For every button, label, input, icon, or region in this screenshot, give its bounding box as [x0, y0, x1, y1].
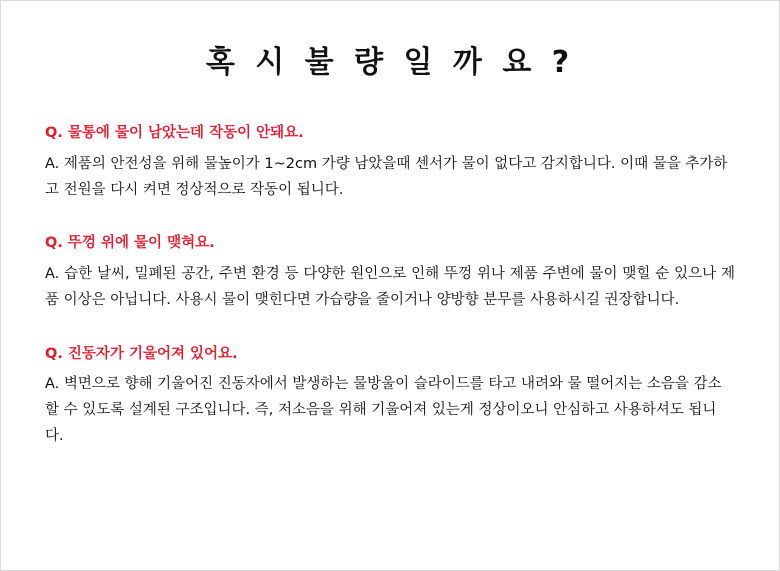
faq-answer: A. 제품의 안전성을 위해 물높이가 1~2cm 가량 남았을때 센서가 물이 없다고 감지합니다. 이때 물을 추가하고 전원을 다시 켜면 정상적으로 작동이 됩니다.	[45, 155, 728, 198]
faq-answer: A. 벽면으로 향해 기울어진 진동자에서 발생하는 물방울이 슬라이드를 타고 내려와 물 떨어지는 소음을 감소할 수 있도록 설계된 구조입니다. 즉, 저소음을 위해 기울어져 있는게 정상이오니 안심하고 사용하셔도 됩니다.	[45, 376, 722, 445]
faq-item	[45, 233, 735, 313]
faq-item	[45, 344, 735, 450]
faq-content	[1, 123, 779, 450]
faq-question: Q. 뚜껑 위에 물이 맺혀요.	[45, 235, 215, 252]
faq-question: Q. 물통에 물이 남았는데 작동이 안돼요.	[45, 125, 304, 141]
faq-answer: A. 습한 날씨, 밀폐된 공간, 주변 환경 등 다양한 원인으로 인해 뚜껑 위나 제품 주변에 물이 맺힐 순 있으나 제품 이상은 아닙니다. 사용시 물이 맺힌다면 가습량을 줄이거나 양방향 분무를 사용하시길 권장합니다.	[45, 266, 735, 308]
faq-item	[45, 123, 735, 203]
faq-question: Q. 진동자가 기울어져 있어요.	[45, 345, 238, 362]
page-title: 혹 시 불 량 일 까 요 ?	[205, 45, 575, 80]
